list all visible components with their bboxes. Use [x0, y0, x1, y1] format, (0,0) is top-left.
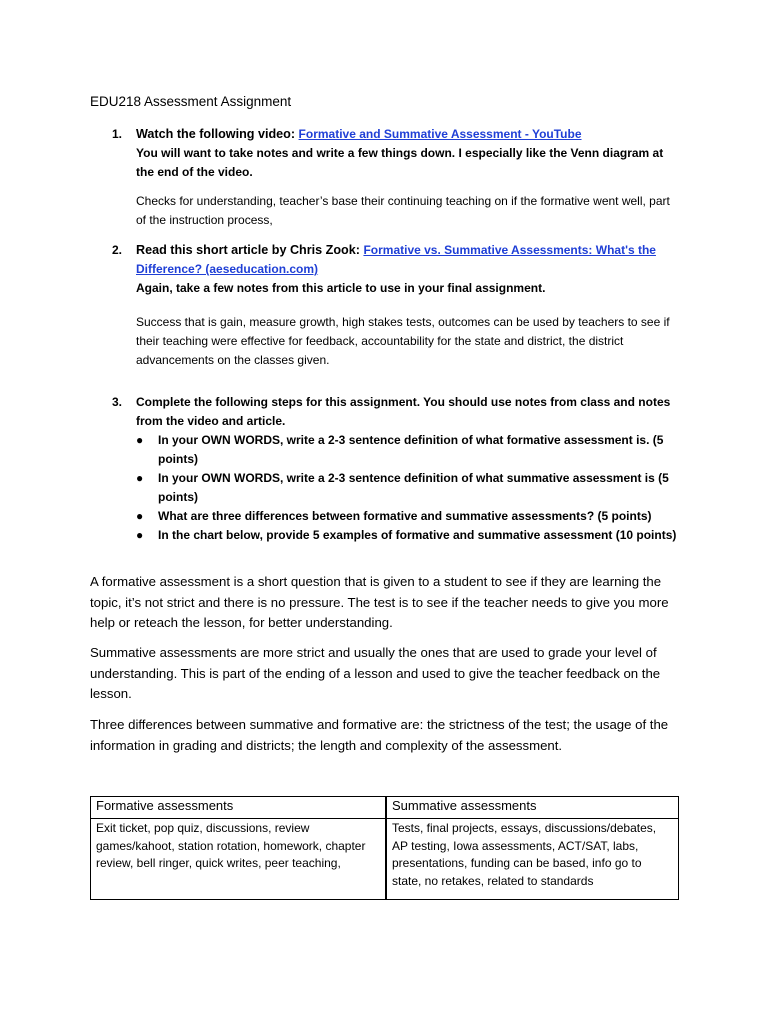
- bullet-icon: ●: [136, 509, 144, 523]
- list-item: ● In your OWN WORDS, write a 2-3 sentence definition of what summative assessment is (5 points): [136, 471, 669, 504]
- list-item: ● In the chart below, provide 5 examples of formative and summative assessment (10 points): [136, 526, 682, 545]
- step-1-number: 1.: [112, 127, 123, 141]
- article-link[interactable]: Formative vs. Summative Assessments: What's the Difference? (aeseducation.com): [136, 243, 656, 276]
- step-1: [112, 125, 682, 230]
- header-formative: Formative assessments: [91, 797, 387, 819]
- bullet-icon: ●: [136, 433, 144, 447]
- step-1-instruction: You will want to take notes and write a few things down. I especially like the Venn diagram at the end of the video.: [136, 146, 664, 179]
- list-item: ● In your OWN WORDS, write a 2-3 sentence definition of what formative assessment is. (5 points): [136, 433, 664, 466]
- step-3-number: 3.: [112, 395, 123, 409]
- cell-summative-examples: Tests, final projects, essays, discussions/debates, AP testing, Iowa assessments, ACT/SAT, labs, presentations, funding can be based, info go to state, no retakes, related to standards: [386, 819, 679, 900]
- bullet-icon: ●: [136, 528, 144, 542]
- answer-three-differences: Three differences between summative and formative are: the strictness of the test; the usage of the information in grading and districts; the length and complexity of the assessment.: [90, 717, 669, 753]
- step-2-number: 2.: [112, 243, 123, 257]
- step-3-heading: Complete the following steps for this assignment. You should use notes from class and notes from the video and article.: [136, 395, 671, 428]
- document-title: EDU218 Assessment Assignment: [90, 94, 292, 109]
- table-row: [91, 819, 679, 900]
- step-3-bullet-list: [136, 431, 682, 545]
- cell-formative-examples: Exit ticket, pop quiz, discussions, review games/kahoot, station rotation, homework, chapter review, bell ringer, quick writes, peer teaching,: [91, 819, 387, 900]
- bullet-icon: ●: [136, 471, 144, 485]
- step-1-notes: Checks for understanding, teacher’s base their continuing teaching on if the formative went well, part of the instruction process,: [136, 194, 670, 227]
- youtube-video-link[interactable]: Formative and Summative Assessment - YouTube: [298, 127, 582, 141]
- answer-formative-definition: A formative assessment is a short question that is given to a student to see if they are learning the topic, it’s not strict and there is no pressure. The test is to see if the teacher needs to give you more help or reteach the lesson, for better understanding.: [90, 574, 669, 630]
- step-2: [112, 241, 682, 370]
- step-2-heading: Read this short article by Chris Zook:: [136, 243, 364, 257]
- step-2-notes: Success that is gain, measure growth, high stakes tests, outcomes can be used by teachers to see if their teaching were effective for feedback, accountability for the state and district, the district advancements on the classes given.: [136, 315, 670, 367]
- header-summative: Summative assessments: [386, 797, 679, 819]
- examples-table: [90, 796, 679, 900]
- answer-summative-definition: Summative assessments are more strict and usually the ones that are used to grade your level of understanding. This is part of the ending of a lesson and used to give the teacher feedback on the lesson.: [90, 645, 661, 701]
- step-2-instruction: Again, take a few notes from this article to use in your final assignment.: [136, 281, 546, 295]
- step-1-heading: Watch the following video:: [136, 127, 299, 141]
- step-3: [112, 393, 682, 545]
- list-item: ● What are three differences between formative and summative assessments? (5 points): [136, 507, 682, 526]
- table-header-row: [91, 797, 679, 819]
